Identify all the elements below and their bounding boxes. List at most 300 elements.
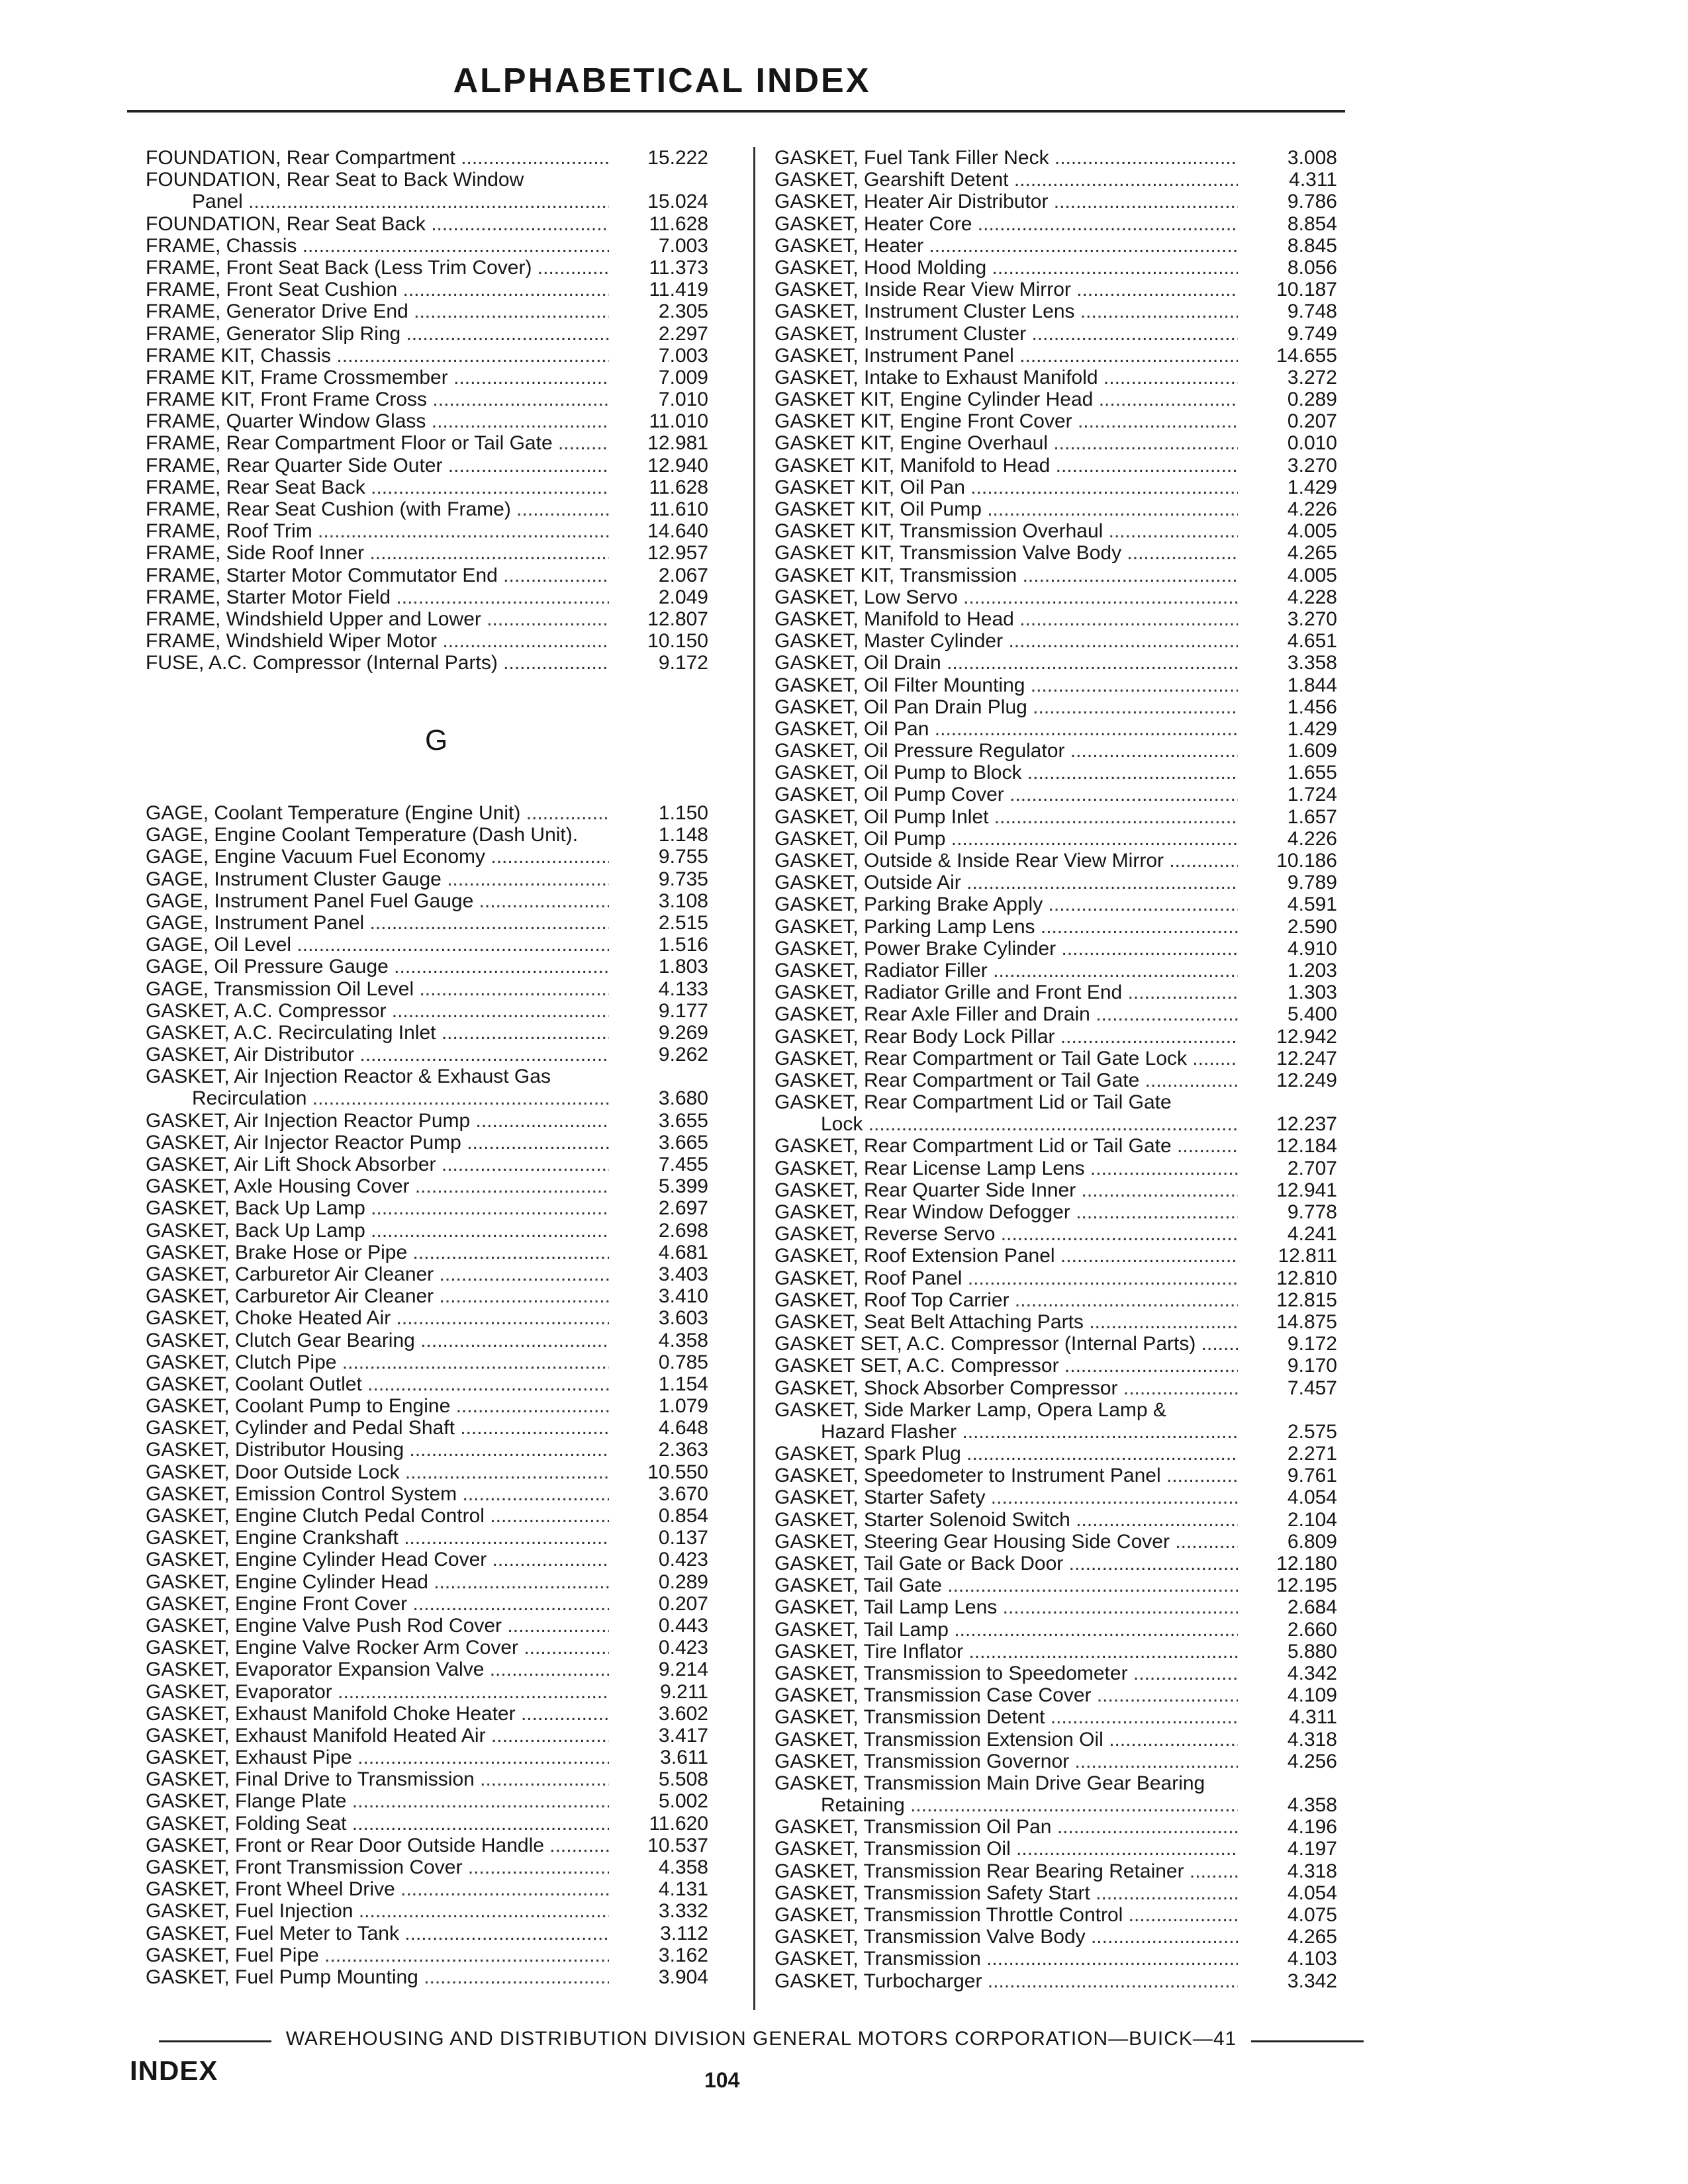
index-entry-page: 4.342	[1287, 1662, 1337, 1684]
index-entry	[774, 1926, 1377, 1948]
index-entry-page: 2.698	[658, 1219, 708, 1242]
section-letter: G	[425, 724, 448, 756]
index-entry	[774, 960, 1377, 981]
index-entry-page: 1.844	[1287, 674, 1337, 696]
index-entry	[146, 498, 748, 520]
index-entry-label: GASKET, Back Up Lamp .....	[146, 1220, 609, 1242]
index-entry	[774, 1048, 1377, 1069]
index-entry	[146, 147, 748, 169]
index-entry	[146, 1966, 748, 1988]
index-entry-label: GASKET, Engine Clutch Pedal Control .....	[146, 1505, 609, 1527]
index-entry	[774, 1465, 1377, 1486]
left-column-bottom	[146, 802, 748, 1988]
index-entry-label: GASKET, Power Brake Cylinder .....	[774, 938, 1238, 960]
index-entry-label: GASKET SET, A.C. Compressor (Internal Parts) .....	[774, 1333, 1238, 1355]
index-entry	[774, 388, 1377, 410]
index-entry-label: GASKET, Transmission Extension Oil .....	[774, 1729, 1238, 1751]
index-entry-label: GASKET, Fuel Meter to Tank .....	[146, 1923, 609, 1944]
index-entry	[774, 213, 1377, 235]
index-entry-page: 3.270	[1287, 454, 1337, 477]
index-entry	[774, 1113, 1377, 1135]
index-entry	[774, 1091, 1377, 1113]
index-entry-page: 3.904	[658, 1966, 708, 1988]
index-entry-page: 4.241	[1287, 1223, 1337, 1246]
index-entry-page: 7.003	[658, 234, 708, 257]
index-entry-page: 5.002	[658, 1790, 708, 1813]
index-entry-page: 0.289	[658, 1570, 708, 1593]
index-entry	[146, 1856, 748, 1878]
index-entry	[146, 1900, 748, 1922]
index-entry	[146, 1307, 748, 1329]
index-entry	[146, 1703, 748, 1725]
index-entry	[146, 890, 748, 912]
index-entry-label: GASKET, Carburetor Air Cleaner .....	[146, 1263, 609, 1285]
index-entry-label: GASKET, Master Cylinder .....	[774, 630, 1238, 652]
index-entry	[146, 1483, 748, 1505]
index-entry	[774, 850, 1377, 872]
index-entry-page: 9.748	[1287, 300, 1337, 323]
index-entry-label: FRAME, Chassis .....	[146, 235, 609, 257]
index-entry	[774, 1003, 1377, 1025]
index-entry-label: GASKET KIT, Oil Pan .....	[774, 477, 1238, 498]
index-entry-page: 4.256	[1287, 1750, 1337, 1772]
index-entry-page: 3.655	[658, 1109, 708, 1132]
index-entry	[774, 718, 1377, 740]
index-entry-page: 2.575	[1287, 1420, 1337, 1443]
index-entry-label: GASKET, Oil Pump Inlet .....	[774, 806, 1238, 828]
index-entry-label: GASKET, Air Lift Shock Absorber .....	[146, 1154, 609, 1175]
index-entry-label: GASKET KIT, Transmission Overhaul .....	[774, 520, 1238, 542]
index-entry	[774, 696, 1377, 718]
index-entry-label: FRAME, Generator Drive End .....	[146, 300, 609, 322]
index-entry-page: 3.342	[1287, 1970, 1337, 1992]
index-entry	[146, 1944, 748, 1966]
index-entry-label: GASKET, Tail Lamp Lens .....	[774, 1596, 1238, 1618]
index-entry-page: 0.443	[658, 1614, 708, 1637]
index-entry-label: GASKET, Parking Brake Apply .....	[774, 893, 1238, 915]
index-entry	[774, 1333, 1377, 1355]
index-entry-label: GASKET, Transmission to Speedometer .....	[774, 1662, 1238, 1684]
index-entry-page: 12.942	[1276, 1025, 1337, 1048]
index-entry-page: 1.148	[658, 824, 708, 846]
index-entry-page: 9.761	[1287, 1465, 1337, 1487]
index-entry-label: GASKET, Fuel Injection .....	[146, 1900, 609, 1922]
index-entry	[774, 1267, 1377, 1289]
index-entry-page: 1.154	[658, 1373, 708, 1395]
index-entry-label: GASKET KIT, Transmission .....	[774, 565, 1238, 586]
index-entry-label: GASKET, Tire Inflator .....	[774, 1641, 1238, 1662]
index-entry-label: FRAME KIT, Front Frame Cross .....	[146, 388, 609, 410]
index-entry-page: 3.112	[660, 1922, 708, 1944]
index-entry-label: GASKET, Transmission Safety Start .....	[774, 1882, 1238, 1904]
index-entry-label: GASKET, Clutch Pipe .....	[146, 1351, 609, 1373]
index-entry-page: 8.854	[1287, 212, 1337, 235]
index-entry-page: 8.056	[1287, 256, 1337, 279]
index-entry	[774, 1970, 1377, 1992]
index-entry-page: 3.270	[1287, 608, 1337, 630]
index-entry-label: GAGE, Oil Level .....	[146, 934, 609, 956]
index-entry-label: GAGE, Instrument Panel .....	[146, 912, 609, 934]
index-entry	[146, 477, 748, 498]
index-entry-label: GASKET, Low Servo .....	[774, 586, 1238, 608]
index-entry-page: 3.670	[658, 1482, 708, 1505]
index-entry	[774, 828, 1377, 850]
index-entry-page: 1.203	[1287, 959, 1337, 981]
index-entry-page: 4.196	[1287, 1816, 1337, 1839]
index-entry	[146, 1637, 748, 1659]
index-entry-label: GASKET, Oil Pump .....	[774, 828, 1238, 850]
index-entry	[774, 1619, 1377, 1641]
index-entry-label: GASKET, Side Marker Lamp, Opera Lamp &	[774, 1399, 1238, 1421]
index-entry-label: GASKET, Instrument Cluster .....	[774, 323, 1238, 345]
index-entry	[146, 410, 748, 432]
index-entry-label: GASKET, Rear Quarter Side Inner .....	[774, 1179, 1238, 1201]
index-entry	[146, 1659, 748, 1680]
index-entry-page: 5.880	[1287, 1640, 1337, 1662]
index-entry-label: GASKET, Radiator Grille and Front End .....	[774, 981, 1238, 1003]
index-entry-label: GASKET, Coolant Pump to Engine .....	[146, 1395, 609, 1417]
index-entry	[146, 1132, 748, 1154]
index-entry-page: 2.707	[1287, 1157, 1337, 1179]
index-entry-label: GASKET, Starter Safety .....	[774, 1486, 1238, 1508]
index-entry-label: GASKET, Instrument Panel .....	[774, 345, 1238, 367]
index-entry	[774, 630, 1377, 652]
index-entry-page: 8.845	[1287, 234, 1337, 257]
index-entry-page: 3.108	[658, 889, 708, 912]
index-entry-label: Panel .....	[192, 191, 609, 212]
index-entry-page: 4.054	[1287, 1882, 1337, 1904]
index-entry-label: GAGE, Engine Vacuum Fuel Economy .....	[146, 846, 609, 868]
index-entry-label: GASKET, Steering Gear Housing Side Cover .....	[774, 1531, 1238, 1553]
index-entry-page: 9.778	[1287, 1201, 1337, 1223]
index-entry-label: GASKET, Manifold to Head .....	[774, 608, 1238, 630]
index-entry-page: 2.067	[658, 564, 708, 586]
index-entry-label: FRAME, Rear Compartment Floor or Tail Gate .....	[146, 432, 609, 454]
index-entry	[146, 388, 748, 410]
index-entry	[146, 565, 748, 586]
index-entry-page: 1.609	[1287, 740, 1337, 762]
index-entry-label: FRAME, Windshield Wiper Motor .....	[146, 630, 609, 652]
index-entry-label: GASKET, Oil Pump to Block .....	[774, 762, 1238, 784]
index-entry-page: 3.417	[658, 1724, 708, 1747]
index-entry-page: 4.648	[658, 1417, 708, 1439]
index-entry	[146, 1593, 748, 1615]
index-entry	[774, 1882, 1377, 1904]
index-entry-page: 4.133	[658, 978, 708, 1000]
index-entry-page: 4.318	[1287, 1860, 1337, 1882]
index-entry-page: 4.197	[1287, 1838, 1337, 1860]
index-entry	[774, 279, 1377, 300]
index-entry	[774, 586, 1377, 608]
index-entry-label: GASKET, Engine Valve Push Rod Cover .....	[146, 1615, 609, 1637]
index-entry	[146, 1175, 748, 1197]
index-entry-label: GASKET, Front or Rear Door Outside Handle .....	[146, 1835, 609, 1856]
index-entry-page: 12.180	[1276, 1553, 1337, 1574]
index-entry-page: 15.024	[647, 191, 708, 213]
index-entry-label: FRAME, Roof Trim .....	[146, 520, 609, 542]
index-entry-page: 9.755	[658, 846, 708, 868]
index-entry-label: GASKET KIT, Engine Overhaul .....	[774, 432, 1238, 454]
index-entry	[146, 978, 748, 1000]
index-entry	[146, 1285, 748, 1307]
index-entry-label: GAGE, Oil Pressure Gauge .....	[146, 956, 609, 978]
index-entry-label: GASKET KIT, Transmission Valve Body .....	[774, 542, 1238, 564]
index-entry	[146, 1615, 748, 1637]
index-entry-page: 3.680	[658, 1087, 708, 1110]
index-entry-page: 12.940	[647, 454, 708, 477]
index-entry-label: GASKET, Oil Pan .....	[774, 718, 1238, 740]
index-entry	[774, 1421, 1377, 1443]
index-entry	[146, 846, 748, 868]
index-entry	[774, 740, 1377, 762]
index-entry	[774, 674, 1377, 696]
index-entry-page: 1.516	[658, 934, 708, 956]
index-entry-label: FRAME, Side Roof Inner .....	[146, 542, 609, 564]
index-entry-label: GAGE, Instrument Cluster Gauge .....	[146, 868, 609, 890]
index-entry-label: GASKET, Rear Compartment or Tail Gate Lock .....	[774, 1048, 1238, 1069]
index-entry-page: 4.681	[658, 1241, 708, 1263]
index-entry	[774, 1311, 1377, 1333]
index-entry-label: GAGE, Instrument Panel Fuel Gauge .....	[146, 890, 609, 912]
index-entry-label: GASKET, Axle Housing Cover .....	[146, 1175, 609, 1197]
index-entry	[146, 1351, 748, 1373]
index-entry	[774, 1794, 1377, 1816]
index-entry	[774, 235, 1377, 257]
index-entry	[774, 455, 1377, 477]
index-entry-page: 15.222	[647, 147, 708, 169]
index-entry-page: 3.008	[1287, 147, 1337, 169]
index-entry	[774, 893, 1377, 915]
index-entry-label: Retaining .....	[821, 1794, 1238, 1816]
index-entry-page: 4.910	[1287, 937, 1337, 960]
index-entry-page: 4.651	[1287, 630, 1337, 653]
index-entry-page: 4.075	[1287, 1904, 1337, 1926]
index-entry-page: 2.590	[1287, 915, 1337, 938]
index-entry-label: GASKET, Hood Molding .....	[774, 257, 1238, 279]
index-entry-page: 4.265	[1287, 1926, 1337, 1948]
index-entry-label: Lock .....	[821, 1113, 1238, 1135]
index-entry-label: GASKET, Rear Compartment Lid or Tail Gate .....	[774, 1135, 1238, 1157]
index-entry-page: 4.109	[1287, 1684, 1337, 1707]
index-entry-page: 0.207	[1287, 410, 1337, 433]
index-entry-page: 2.049	[658, 586, 708, 608]
index-entry-label: GASKET SET, A.C. Compressor .....	[774, 1355, 1238, 1377]
footer-rule-right	[1251, 2040, 1364, 2042]
index-entry-label: GASKET, Oil Pressure Regulator .....	[774, 740, 1238, 762]
index-entry	[774, 1596, 1377, 1618]
index-entry-label: GASKET, Distributor Housing .....	[146, 1439, 609, 1461]
index-entry-page: 7.457	[1287, 1377, 1337, 1399]
index-entry-page: 3.410	[658, 1285, 708, 1308]
index-entry-label: GASKET, Tail Lamp .....	[774, 1619, 1238, 1641]
index-entry-label: GASKET, A.C. Recirculating Inlet .....	[146, 1022, 609, 1044]
index-entry-label: GASKET, Evaporator Expansion Valve .....	[146, 1659, 609, 1680]
index-entry	[146, 1549, 748, 1570]
index-entry-label: Recirculation .....	[192, 1087, 609, 1109]
index-entry-page: 9.177	[658, 999, 708, 1022]
index-entry-label: GASKET, Engine Front Cover .....	[146, 1593, 609, 1615]
footer-section-label: INDEX	[130, 2055, 218, 2086]
index-entry-page: 4.228	[1287, 586, 1337, 608]
index-entry-label: GASKET, Transmission Oil Pan .....	[774, 1816, 1238, 1838]
index-entry	[774, 1948, 1377, 1970]
index-entry-page: 12.811	[1278, 1245, 1337, 1267]
index-entry-page: 11.620	[649, 1812, 708, 1835]
index-entry-page: 4.311	[1289, 1706, 1337, 1729]
index-entry-page: 4.318	[1287, 1728, 1337, 1751]
index-entry-page: 11.419	[649, 279, 708, 301]
index-entry-page: 4.131	[658, 1878, 708, 1901]
index-entry	[774, 1245, 1377, 1267]
index-entry	[146, 912, 748, 934]
index-entry-page: 4.591	[1287, 893, 1337, 916]
index-entry	[774, 520, 1377, 542]
index-entry-label: GASKET, Rear Window Defogger .....	[774, 1201, 1238, 1223]
index-entry-label: GASKET, Roof Top Carrier .....	[774, 1289, 1238, 1311]
index-entry-label: GASKET, Oil Pan Drain Plug .....	[774, 696, 1238, 718]
index-entry-label: GASKET, Rear Compartment or Tail Gate .....	[774, 1069, 1238, 1091]
index-entry-label: FOUNDATION, Rear Seat Back .....	[146, 213, 609, 235]
index-entry	[774, 1399, 1377, 1421]
index-entry-page: 11.628	[649, 212, 708, 235]
index-entry	[146, 1878, 748, 1900]
index-entry-label: GASKET, Gearshift Detent .....	[774, 169, 1238, 191]
index-entry-page: 2.363	[658, 1439, 708, 1461]
index-entry-page: 3.358	[1287, 652, 1337, 674]
index-entry	[774, 1026, 1377, 1048]
index-entry	[774, 410, 1377, 432]
index-entry	[774, 565, 1377, 586]
index-entry-label: GASKET, Starter Solenoid Switch .....	[774, 1509, 1238, 1531]
index-entry-page: 12.184	[1276, 1135, 1337, 1158]
index-entry	[146, 586, 748, 608]
index-entry	[146, 1768, 748, 1790]
index-entry-label: FRAME, Windshield Upper and Lower .....	[146, 608, 609, 630]
index-entry-page: 1.429	[1287, 476, 1337, 498]
index-entry-page: 12.807	[647, 608, 708, 630]
index-entry	[146, 1110, 748, 1132]
index-entry	[774, 872, 1377, 893]
index-entry	[146, 802, 748, 824]
index-entry-page: 9.214	[658, 1659, 708, 1681]
index-entry-page: 4.358	[658, 1856, 708, 1878]
index-entry	[146, 1087, 748, 1109]
index-entry	[774, 1355, 1377, 1377]
index-entry-label: GASKET, Coolant Outlet .....	[146, 1373, 609, 1395]
index-entry-page: 2.297	[658, 322, 708, 345]
index-entry-page: 7.455	[658, 1154, 708, 1175]
index-entry-page: 6.809	[1287, 1530, 1337, 1553]
index-entry-label: GASKET KIT, Manifold to Head .....	[774, 455, 1238, 477]
index-entry	[774, 981, 1377, 1003]
index-entry-label: FOUNDATION, Rear Compartment .....	[146, 147, 609, 169]
index-entry	[146, 630, 748, 652]
index-entry-page: 0.207	[658, 1592, 708, 1615]
index-entry-label: GASKET, Heater Air Distributor .....	[774, 191, 1238, 212]
index-entry-page: 3.603	[658, 1307, 708, 1330]
index-entry-page: 14.875	[1276, 1310, 1337, 1333]
index-entry-page: 0.289	[1287, 388, 1337, 411]
right-column	[774, 147, 1377, 1992]
index-entry-page: 14.655	[1276, 344, 1337, 367]
index-entry-page: 2.515	[658, 911, 708, 934]
index-entry	[146, 213, 748, 235]
index-entry	[774, 323, 1377, 345]
index-entry-label: GASKET KIT, Oil Pump .....	[774, 498, 1238, 520]
index-entry	[146, 300, 748, 322]
index-entry-page: 3.611	[660, 1747, 708, 1769]
index-entry-page: 9.172	[1287, 1333, 1337, 1355]
index-entry	[146, 1197, 748, 1219]
index-entry-page: 1.079	[658, 1395, 708, 1418]
index-entry-label: GASKET, Spark Plug .....	[774, 1443, 1238, 1465]
index-entry-label: GASKET, Reverse Servo .....	[774, 1223, 1238, 1245]
index-entry	[146, 1923, 748, 1944]
index-entry-page: 2.660	[1287, 1618, 1337, 1641]
index-entry-label: GASKET, Outside & Inside Rear View Mirror .....	[774, 850, 1238, 872]
index-entry	[774, 1135, 1377, 1157]
index-entry-page: 0.423	[658, 1637, 708, 1659]
index-entry	[146, 1000, 748, 1022]
index-entry	[146, 934, 748, 956]
index-entry-label: GASKET, Final Drive to Transmission .....	[146, 1768, 609, 1790]
index-entry-label: GASKET, Air Injection Reactor & Exhaust Gas	[146, 1066, 609, 1087]
index-entry-label: GASKET, Front Transmission Cover .....	[146, 1856, 609, 1878]
index-entry	[774, 1662, 1377, 1684]
index-entry-page: 12.247	[1276, 1047, 1337, 1069]
index-entry-page: 1.724	[1287, 784, 1337, 806]
index-entry	[146, 455, 748, 477]
index-entry	[146, 191, 748, 212]
index-entry	[774, 1158, 1377, 1179]
index-entry	[146, 235, 748, 257]
index-entry	[774, 1860, 1377, 1882]
index-entry-page: 9.211	[660, 1680, 708, 1703]
index-entry-page: 2.305	[658, 300, 708, 323]
index-entry-page: 10.550	[647, 1461, 708, 1483]
index-entry-label: GASKET, Cylinder and Pedal Shaft .....	[146, 1417, 609, 1439]
index-entry	[146, 1242, 748, 1263]
index-entry-label: FRAME KIT, Chassis .....	[146, 345, 609, 367]
index-entry-page: 9.172	[658, 652, 708, 674]
index-entry	[146, 1527, 748, 1549]
index-entry-page: 11.373	[649, 256, 708, 279]
index-entry	[774, 1553, 1377, 1574]
index-entry-page: 1.303	[1287, 981, 1337, 1004]
index-entry-label: Hazard Flasher .....	[821, 1421, 1238, 1443]
index-entry-page: 0.137	[658, 1527, 708, 1549]
index-entry	[146, 1813, 748, 1835]
index-entry-label: FRAME, Starter Motor Commutator End .....	[146, 565, 609, 586]
index-entry-label: GAGE, Engine Coolant Temperature (Dash Unit).	[146, 824, 609, 846]
index-entry-label: GASKET, Roof Extension Panel .....	[774, 1245, 1238, 1267]
index-entry	[774, 1377, 1377, 1399]
index-entry	[146, 1417, 748, 1439]
index-entry	[146, 1571, 748, 1593]
index-entry-label: GASKET, Carburetor Air Cleaner .....	[146, 1285, 609, 1307]
index-entry	[774, 1509, 1377, 1531]
index-entry-label: GAGE, Transmission Oil Level .....	[146, 978, 609, 1000]
index-entry-label: GASKET, Transmission .....	[774, 1948, 1238, 1970]
page-number: 104	[704, 2068, 740, 2092]
index-entry-label: GASKET, Brake Hose or Pipe .....	[146, 1242, 609, 1263]
title-rule	[127, 110, 1345, 113]
index-entry-label: GASKET, Oil Pump Cover .....	[774, 784, 1238, 805]
index-entry	[774, 1838, 1377, 1860]
index-entry	[774, 1684, 1377, 1706]
index-entry	[146, 824, 748, 846]
index-entry	[146, 1395, 748, 1417]
